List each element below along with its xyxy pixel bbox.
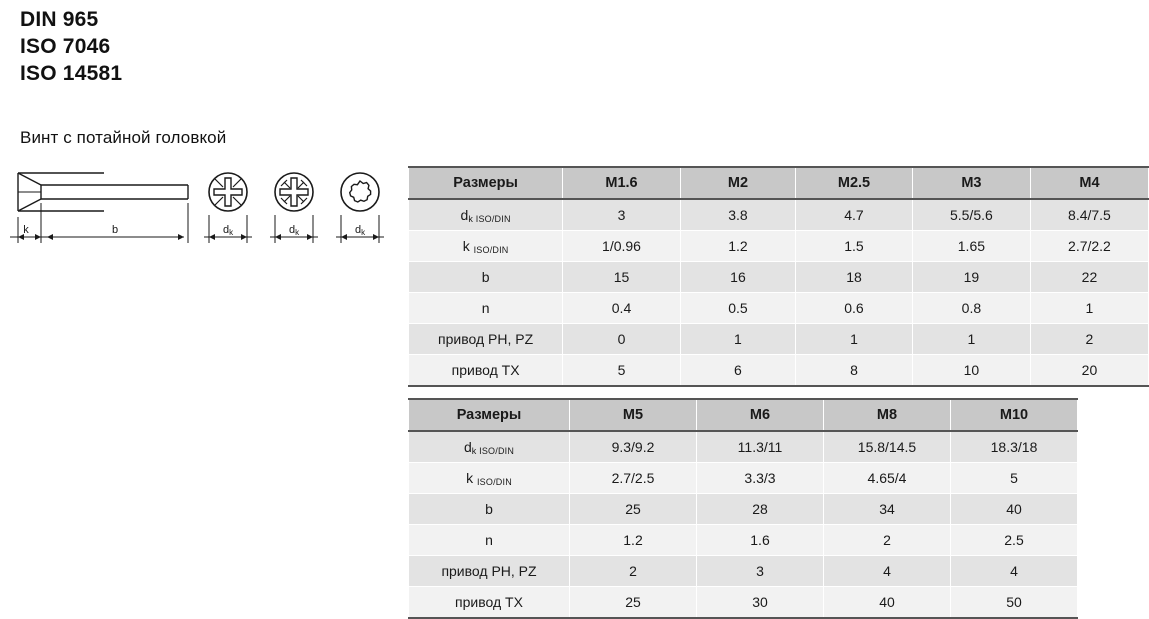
cell-value: 2.7/2.2 xyxy=(1030,231,1148,262)
cell-value: 5.5/5.6 xyxy=(912,199,1030,231)
cell-value: 3.3/3 xyxy=(697,463,824,494)
cell-value: 3 xyxy=(563,199,681,231)
row-label-drive-ph-pz: привод PH, PZ xyxy=(409,324,563,355)
cell-value: 9.3/9.2 xyxy=(570,431,697,463)
table-row xyxy=(409,293,1149,324)
spec-table-1 xyxy=(408,166,1149,387)
column-header-m4: M4 xyxy=(1030,167,1148,199)
cell-value: 8.4/7.5 xyxy=(1030,199,1148,231)
page-title: Винт с потайной головкой xyxy=(20,128,227,147)
cell-value: 0.8 xyxy=(912,293,1030,324)
cell-value: 18.3/18 xyxy=(951,431,1078,463)
column-header-m10: M10 xyxy=(951,399,1078,431)
cell-value: 30 xyxy=(697,587,824,619)
standard-din965: DIN 965 xyxy=(20,8,99,31)
cell-value: 15.8/14.5 xyxy=(824,431,951,463)
cell-value: 1.65 xyxy=(912,231,1030,262)
row-label-k: k ISO/DIN xyxy=(409,231,563,262)
column-header-dimensions: Размеры xyxy=(409,167,563,199)
cell-value: 3.8 xyxy=(680,199,795,231)
cell-value: 0.4 xyxy=(563,293,681,324)
cell-value: 19 xyxy=(912,262,1030,293)
column-header-m5: M5 xyxy=(570,399,697,431)
cell-value: 0 xyxy=(563,324,681,355)
column-header-m2-5: M2.5 xyxy=(796,167,913,199)
column-header-m1-6: M1.6 xyxy=(563,167,681,199)
row-label-k: k ISO/DIN xyxy=(409,463,570,494)
cell-value: 1.6 xyxy=(697,525,824,556)
cell-value: 4.65/4 xyxy=(824,463,951,494)
cell-value: 0.5 xyxy=(680,293,795,324)
cell-value: 1.2 xyxy=(680,231,795,262)
table-row xyxy=(409,231,1149,262)
cell-value: 10 xyxy=(912,355,1030,387)
cell-value: 5 xyxy=(951,463,1078,494)
cell-value: 6 xyxy=(680,355,795,387)
standard-iso7046: ISO 7046 xyxy=(20,35,111,58)
cell-value: 1 xyxy=(912,324,1030,355)
cell-value: 20 xyxy=(1030,355,1148,387)
table-row xyxy=(409,556,1078,587)
cell-value: 2 xyxy=(1030,324,1148,355)
cell-value: 0.6 xyxy=(796,293,913,324)
row-label-b: b xyxy=(409,262,563,293)
row-label-n: n xyxy=(409,293,563,324)
row-label-drive-ph-pz: привод PH, PZ xyxy=(409,556,570,587)
cell-value: 40 xyxy=(824,587,951,619)
svg-text:dk: dk xyxy=(354,224,366,237)
row-label-drive-tx: привод TX xyxy=(409,587,570,619)
row-label-b: b xyxy=(409,494,570,525)
cell-value: 50 xyxy=(951,587,1078,619)
cell-value: 8 xyxy=(796,355,913,387)
dimensions-table-large-sizes xyxy=(408,398,1078,619)
svg-text:dk: dk xyxy=(288,224,300,237)
cell-value: 1 xyxy=(796,324,913,355)
cell-value: 2 xyxy=(824,525,951,556)
table-row xyxy=(409,355,1149,387)
cell-value: 4 xyxy=(951,556,1078,587)
spec-table-2 xyxy=(408,398,1078,619)
table-row xyxy=(409,463,1078,494)
column-header-dimensions: Размеры xyxy=(409,399,570,431)
table-row xyxy=(409,587,1078,619)
cell-value: 1 xyxy=(1030,293,1148,324)
standards-list xyxy=(20,6,122,87)
svg-text:k: k xyxy=(23,224,29,236)
table-row xyxy=(409,431,1078,463)
column-header-m8: M8 xyxy=(824,399,951,431)
column-header-m6: M6 xyxy=(697,399,824,431)
screw-technical-drawing xyxy=(8,165,403,275)
row-label-drive-tx: привод TX xyxy=(409,355,563,387)
cell-value: 16 xyxy=(680,262,795,293)
svg-text:dk: dk xyxy=(222,224,234,237)
cell-value: 3 xyxy=(697,556,824,587)
cell-value: 25 xyxy=(570,587,697,619)
column-header-m2: M2 xyxy=(680,167,795,199)
cell-value: 5 xyxy=(563,355,681,387)
table-row xyxy=(409,525,1078,556)
column-header-m3: M3 xyxy=(912,167,1030,199)
table-row xyxy=(409,262,1149,293)
dimensions-table-small-sizes xyxy=(408,166,1149,387)
row-label-dk: dk ISO/DIN xyxy=(409,199,563,231)
cell-value: 34 xyxy=(824,494,951,525)
cell-value: 2.7/2.5 xyxy=(570,463,697,494)
cell-value: 1/0.96 xyxy=(563,231,681,262)
cell-value: 40 xyxy=(951,494,1078,525)
cell-value: 15 xyxy=(563,262,681,293)
cell-value: 1.5 xyxy=(796,231,913,262)
cell-value: 28 xyxy=(697,494,824,525)
svg-text:b: b xyxy=(111,224,119,236)
row-label-n: n xyxy=(409,525,570,556)
cell-value: 18 xyxy=(796,262,913,293)
cell-value: 2.5 xyxy=(951,525,1078,556)
cell-value: 11.3/11 xyxy=(697,431,824,463)
cell-value: 22 xyxy=(1030,262,1148,293)
cell-value: 25 xyxy=(570,494,697,525)
cell-value: 4.7 xyxy=(796,199,913,231)
cell-value: 4 xyxy=(824,556,951,587)
cell-value: 2 xyxy=(570,556,697,587)
table-header-row xyxy=(409,167,1149,199)
cell-value: 1.2 xyxy=(570,525,697,556)
table-row xyxy=(409,494,1078,525)
row-label-dk: dk ISO/DIN xyxy=(409,431,570,463)
cell-value: 1 xyxy=(680,324,795,355)
table-row xyxy=(409,324,1149,355)
table-header-row xyxy=(409,399,1078,431)
table-row xyxy=(409,199,1149,231)
standard-iso14581: ISO 14581 xyxy=(20,62,123,85)
